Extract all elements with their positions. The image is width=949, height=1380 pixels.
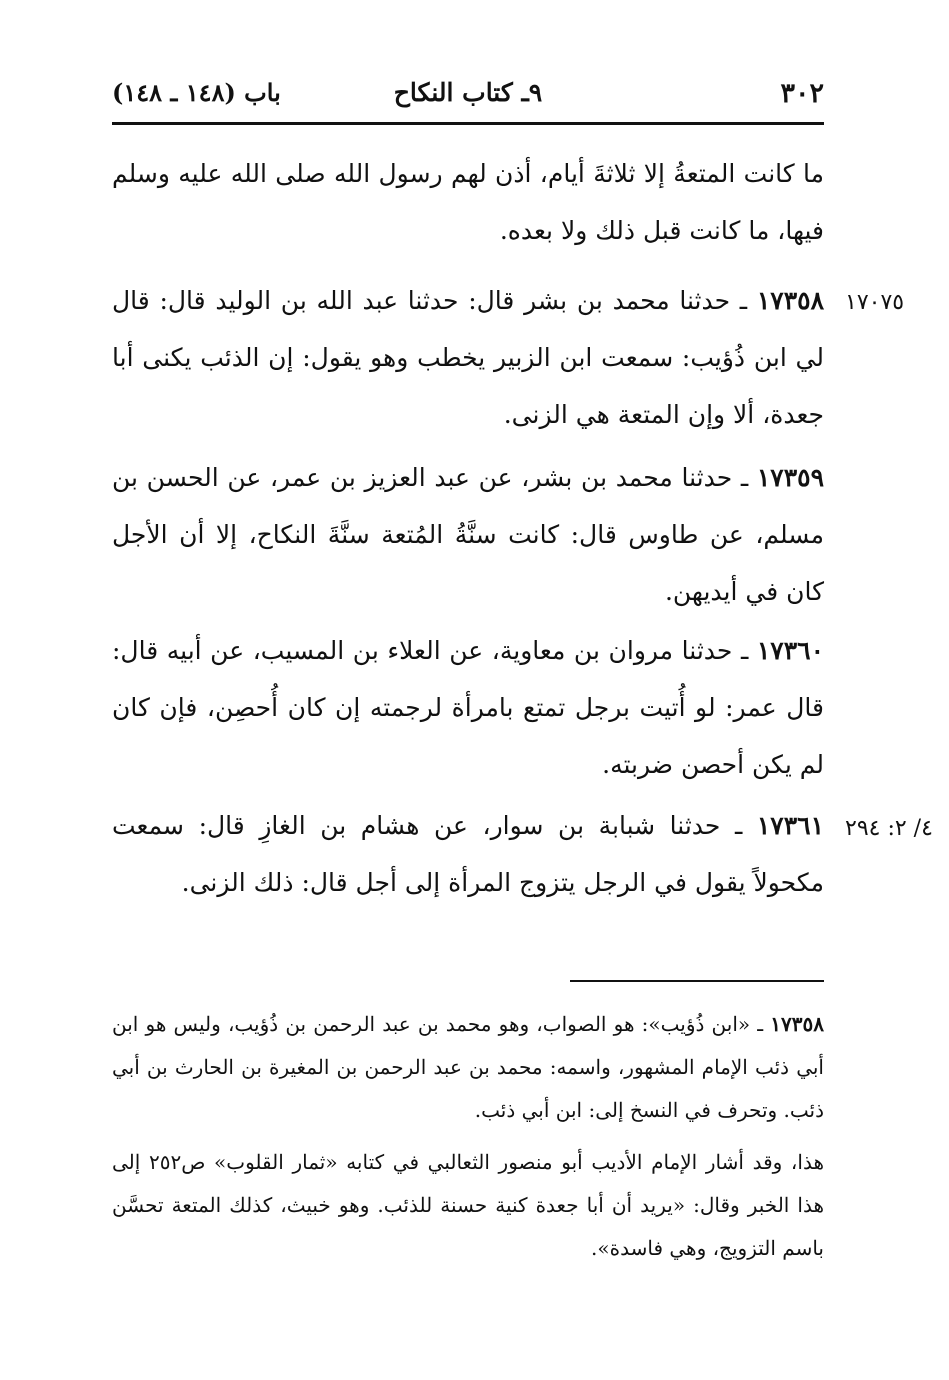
margin-reference: ١٧٠٧٥: [845, 290, 905, 315]
paragraph-text: ـ حدثنا محمد بن بشر قال: حدثنا عبد الله بن الوليد قال: قال لي ابن ذُؤيب: سمعت ابن الزبير يخطب وهو يقول: إن الذئب يكنى أبا جعدة، ألا وإن المتعة هي الزنى.: [112, 286, 824, 429]
hadith-paragraph: [112, 449, 824, 620]
paragraph-text: ـ حدثنا محمد بن بشر، عن عبد العزيز بن عمر، عن الحسن بن مسلم، عن طاوس قال: كانت سنَّةُ المُتعة سنَّةَ النكاح، إلا أن الأجل كان في أيديهن.: [112, 463, 824, 606]
footnote: [112, 1141, 824, 1270]
book-title: ٩ـ كتاب النكاح: [393, 78, 543, 107]
hadith-number: ١٧٣٥٩: [756, 463, 824, 492]
margin-reference: ٤/ ٢: ٢٩٤: [845, 816, 933, 841]
paragraph-text: ـ حدثنا مروان بن معاوية، عن العلاء بن المسيب، عن أبيه قال: قال عمر: لو أُتيت برجل تمتع بامرأة لرجمته إن كان أُحصِن، فإن كان لم يكن أحصن ضربته.: [112, 636, 824, 779]
footnote-text: هذا، وقد أشار الإمام الأديب أبو منصور الثعالبي في كتابه «ثمار القلوب» ص٢٥٢ إلى هذا الخبر وقال: «يريد أن أبا جعدة كنية حسنة للذئب. وهو خبيث، كذلك المتعة تحسَّن باسم التزويج، وهي فاسدة».: [112, 1150, 824, 1260]
hadith-number: ١٧٣٥٨: [756, 286, 824, 315]
hadith-number: ١٧٣٦٠: [756, 636, 824, 665]
hadith-paragraph: [112, 272, 824, 443]
footnote-text: ـ «ابن ذُؤيب»: هو الصواب، وهو محمد بن عبد الرحمن بن ذُؤيب، وليس هو ابن أبي ذئب الإمام المشهور، واسمه: محمد بن عبد الرحمن بن المغيرة بن الحارث بن أبي ذئب. وتحرف في النسخ إلى: ابن أبي ذئب.: [112, 1012, 824, 1122]
footnote: [112, 1003, 824, 1132]
page-header: [112, 78, 824, 118]
hadith-paragraph: [112, 622, 824, 793]
page-number: ٣٠٢: [780, 78, 824, 109]
header-divider: [112, 122, 824, 125]
paragraph-text: ـ حدثنا شبابة بن سوار، عن هشام بن الغازِ قال: سمعت مكحولاً يقول في الرجل يتزوج المرأة إلى أجل قال: ذلك الزنى.: [112, 811, 824, 897]
footnote-divider: [570, 980, 824, 982]
paragraph-continuation: [112, 145, 824, 259]
hadith-paragraph: [112, 797, 824, 911]
chapter-range: باب (١٤٨ ـ ١٤٨): [112, 78, 281, 107]
paragraph-text: ما كانت المتعةُ إلا ثلاثةَ أيام، أذن لهم رسول الله صلى الله عليه وسلم فيها، ما كانت قبل ذلك ولا بعده.: [112, 159, 824, 245]
hadith-number: ١٧٣٦١: [756, 811, 824, 840]
footnote-number: ١٧٣٥٨: [770, 1012, 824, 1036]
